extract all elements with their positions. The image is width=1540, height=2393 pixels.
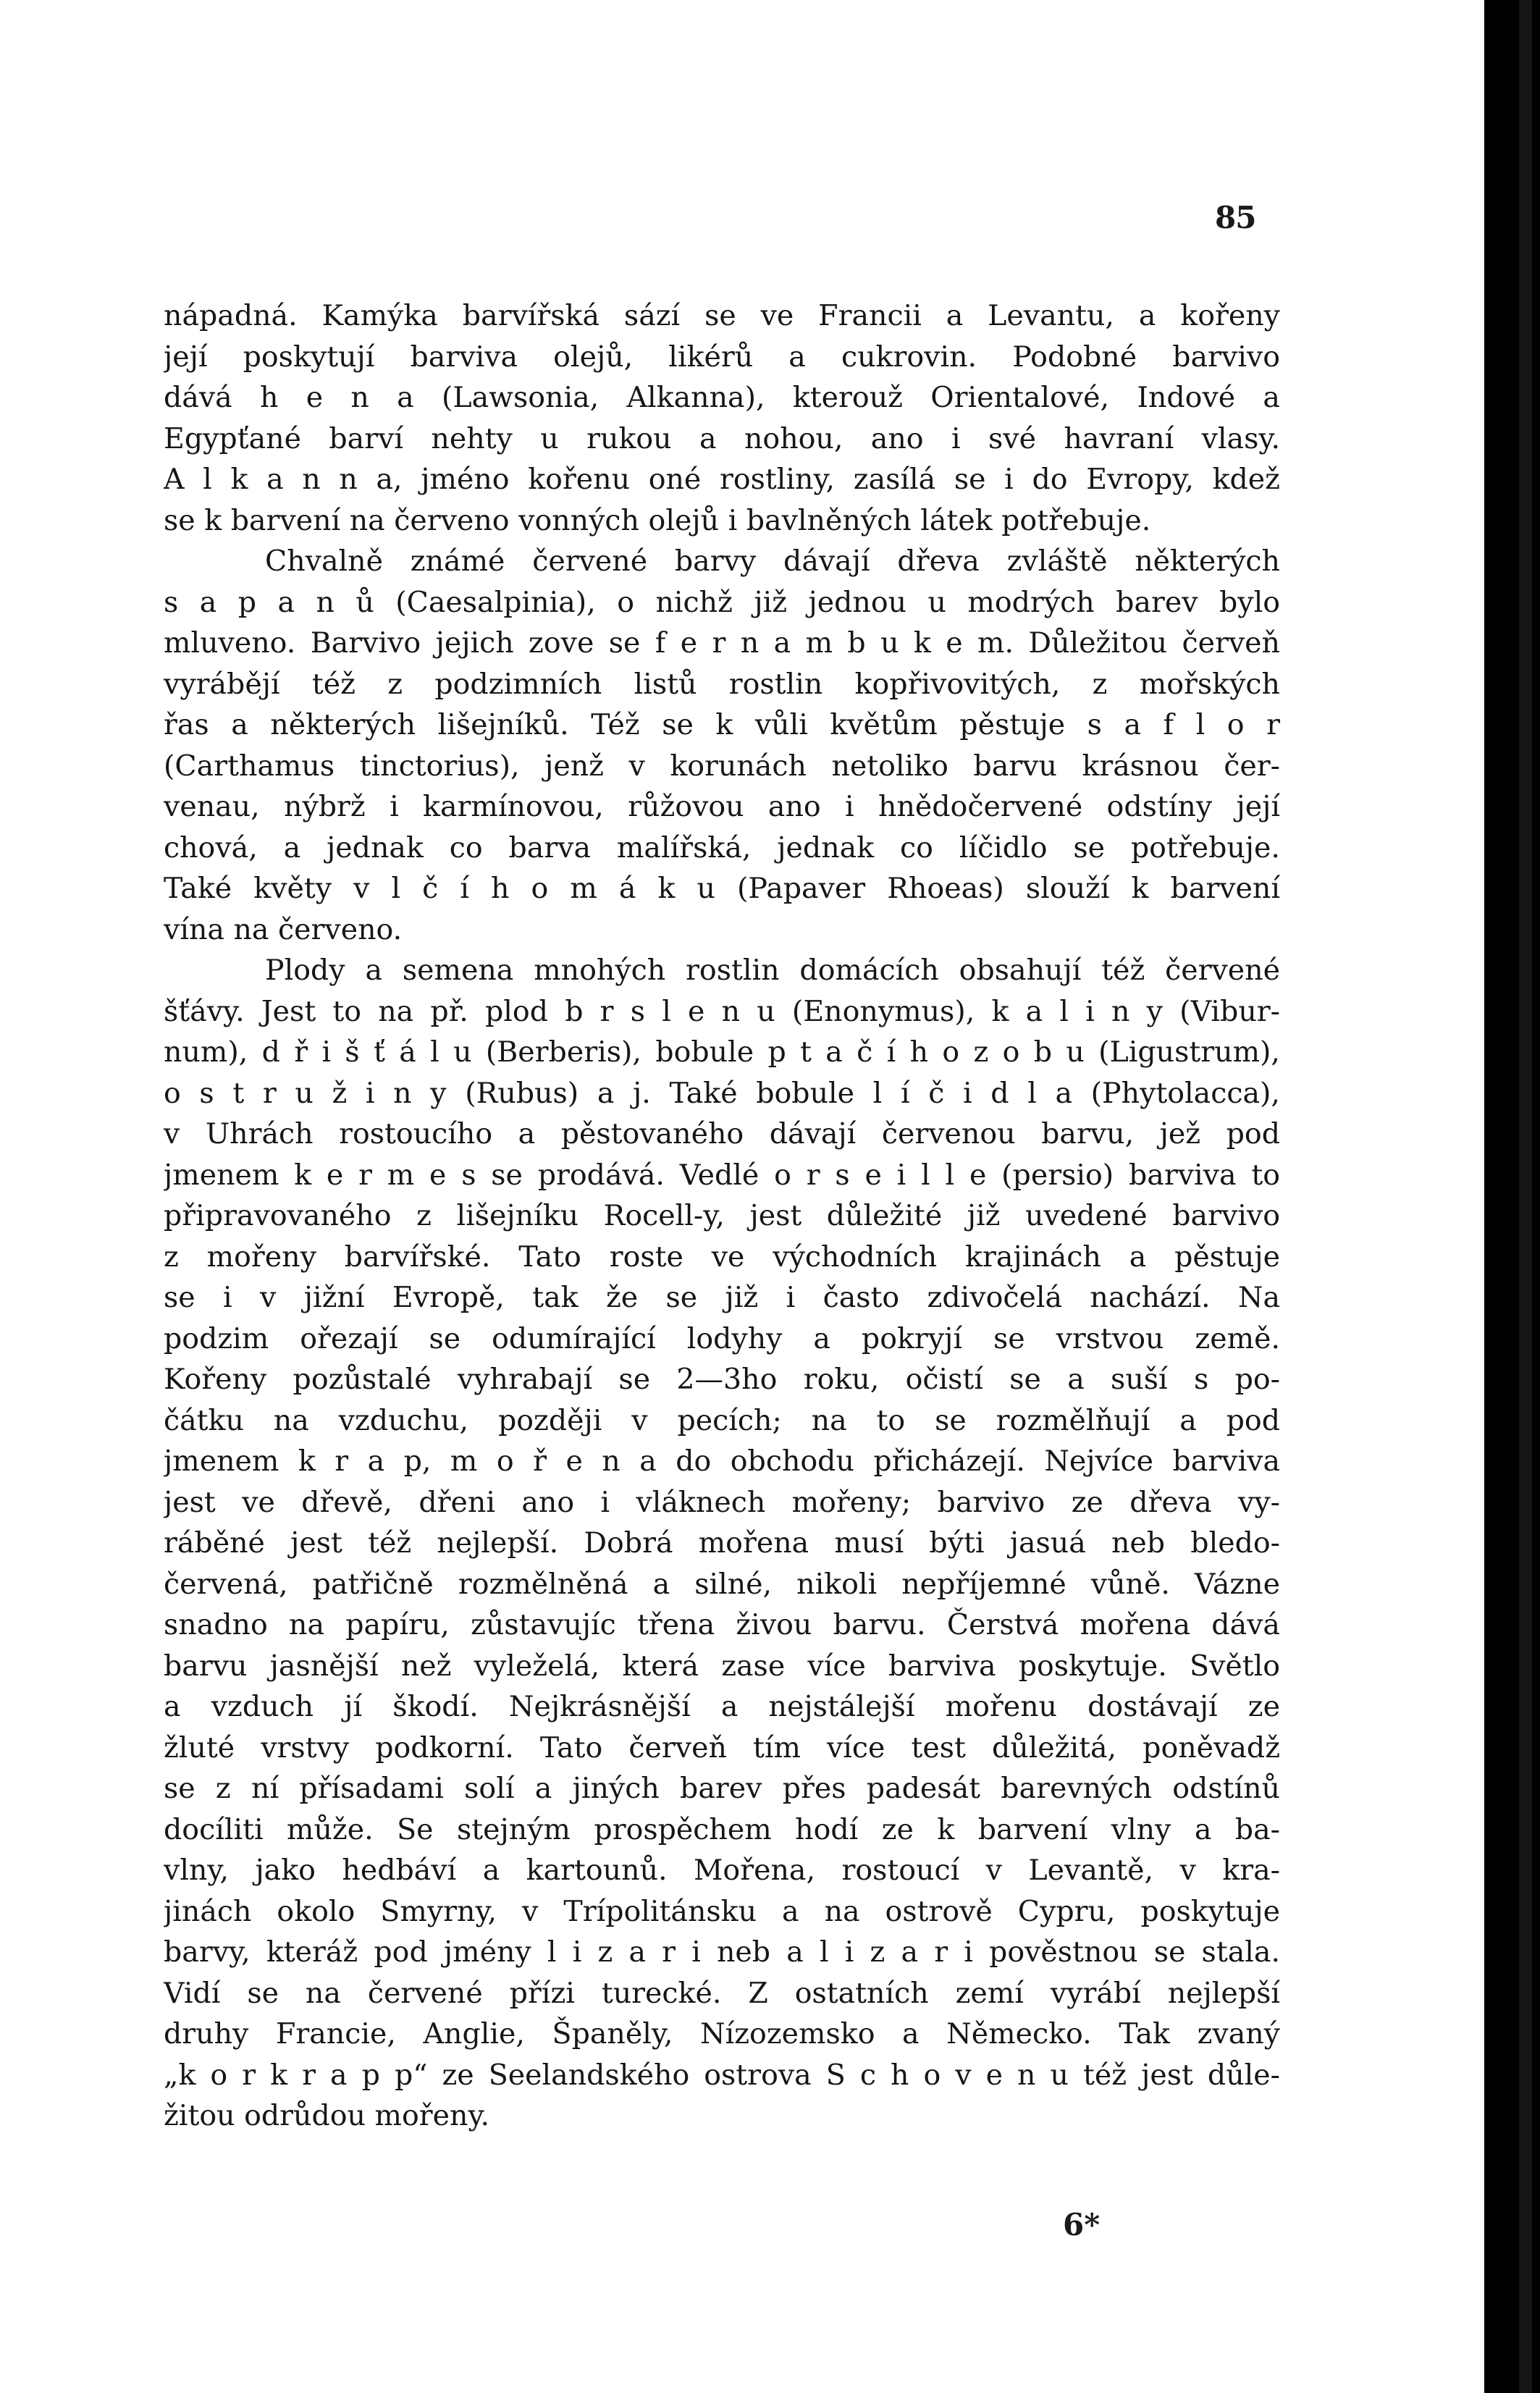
text-line: dává h e n a (Lawsonia, Alkanna), kterouž Orientalové, Indové a	[164, 381, 1280, 414]
text-line: jest ve dřevě, dřeni ano i vláknech mořeny; barvivo ze dřeva vy-	[164, 1485, 1280, 1519]
page-number: 85	[1215, 200, 1256, 235]
text-line: Chvalně známé červené barvy dávají dřeva zvláště některých	[265, 544, 1280, 578]
text-line: její poskytují barviva olejů, likérů a cukrovin. Podobné barvivo	[164, 340, 1280, 374]
paragraph-2	[164, 541, 1280, 950]
text-line: červená, patřičně rozmělněná a silné, nikoli nepříjemné vůně. Vázne	[164, 1567, 1280, 1601]
text-line: šťávy. Jest to na př. plod b r s l e n u (Enonymus), k a l i n y (Vibur-	[164, 994, 1280, 1028]
text-line: Také květy v l č í h o m á k u (Papaver Rhoeas) slouží k barvení	[164, 872, 1280, 905]
text-line: čátku na vzduchu, později v pecích; na to se rozmělňují a pod	[164, 1403, 1280, 1437]
paragraph-3	[164, 950, 1280, 2137]
text-line: připravovaného z lišejníku Rocell-y, jest důležité již uvedené barvivo	[164, 1199, 1280, 1232]
text-line: o s t r u ž i n y (Rubus) a j. Také bobule l í č i d l a (Phytolacca),	[164, 1076, 1280, 1110]
text-line: s a p a n ů (Caesalpinia), o nichž již jednou u modrých barev bylo	[164, 585, 1280, 619]
text-line: z mořeny barvířské. Tato roste ve východních krajinách a pěstuje	[164, 1240, 1280, 1274]
text-line: Vidí se na červené přízi turecké. Z ostatních zemí vyrábí nejlepší	[164, 1976, 1280, 2010]
text-line: Plody a semena mnohých rostlin domácích obsahují též červené	[265, 954, 1280, 987]
text-line: mluveno. Barvivo jejich zove se f e r n a m b u k e m. Důležitou červeň	[164, 626, 1280, 660]
text-line: barvy, kteráž pod jmény l i z a r i neb a l i z a r i pověstnou se stala.	[164, 1935, 1280, 1969]
text-line: venau, nýbrž i karmínovou, růžovou ano i hnědočervené odstíny její	[164, 790, 1280, 823]
text-line: chová, a jednak co barva malířská, jednak co líčidlo se potřebuje.	[164, 830, 1280, 865]
text-line: jmenem k r a p, m o ř e n a do obchodu přicházejí. Nejvíce barviva	[164, 1444, 1280, 1478]
text-line: žitou odrůdou mořeny.	[164, 2099, 490, 2132]
text-line: vlny, jako hedbáví a kartounů. Mořena, rostoucí v Levantě, v kra-	[164, 1854, 1280, 1887]
body-text	[164, 295, 1280, 2137]
text-line: se i v jižní Evropě, tak že se již i často zdivočelá nachází. Na	[164, 1281, 1280, 1314]
text-line: v Uhrách rostoucího a pěstovaného dávají červenou barvu, jež pod	[164, 1117, 1280, 1151]
text-line: docíliti může. Se stejným prospěchem hodí ze k barvení vlny a ba-	[164, 1812, 1280, 1846]
text-line: num), d ř i š ť á l u (Berberis), bobule p t a č í h o z o b u (Ligustrum),	[164, 1035, 1280, 1069]
text-line: (Carthamus tinctorius), jenž v korunách netoliko barvu krásnou čer-	[164, 749, 1280, 783]
text-line: jmenem k e r m e s se prodává. Vedlé o r s e i l l e (persio) barviva to	[164, 1158, 1280, 1192]
text-line: druhy Francie, Anglie, Španěly, Nízozemsko a Německo. Tak zvaný	[164, 2017, 1280, 2051]
text-line: snadno na papíru, zůstavujíc třena živou barvu. Čerstvá mořena dává	[164, 1608, 1280, 1641]
text-line: řas a některých lišejníků. Též se k vůli květům pěstuje s a f l o r	[164, 708, 1280, 741]
text-line: vína na červeno.	[164, 912, 403, 946]
text-line: barvu jasnější než vyleželá, která zase více barviva poskytuje. Světlo	[164, 1649, 1280, 1683]
signature-mark: 6*	[1063, 2207, 1101, 2242]
text-line: se k barvení na červeno vonných olejů i bavlněných látek potřebuje.	[164, 503, 1151, 537]
text-line: a vzduch jí škodí. Nejkrásnější a nejstálejší mořenu dostávají ze	[164, 1690, 1280, 1723]
text-line: vyrábějí též z podzimních listů rostlin kopřivovitých, z mořských	[164, 667, 1280, 701]
scan-border-strip	[1519, 0, 1532, 2393]
text-line: nápadná. Kamýka barvířská sází se ve Francii a Levantu, a kořeny	[164, 299, 1280, 332]
text-line: A l k a n n a, jméno kořenu oné rostliny, zasílá se i do Evropy, kdež	[164, 463, 1280, 496]
paragraph-1	[164, 295, 1280, 541]
text-line: se z ní přísadami solí a jiných barev přes padesát barevných odstínů	[164, 1772, 1280, 1805]
text-line: Egypťané barví nehty u rukou a nohou, ano i své havraní vlasy.	[164, 421, 1280, 455]
text-line: jinách okolo Smyrny, v Trípolitánsku a na ostrově Cypru, poskytuje	[164, 1894, 1280, 1928]
text-line: ráběné jest též nejlepší. Dobrá mořena musí býti jasuá neb bledo-	[164, 1526, 1280, 1560]
text-line: „k o r k r a p p“ ze Seelandského ostrova S c h o v e n u též jest důle-	[164, 2058, 1280, 2092]
text-line: Kořeny pozůstalé vyhrabají se 2—3ho roku, očistí se a suší s po-	[164, 1363, 1280, 1396]
text-line: podzim ořezají se odumírající lodyhy a pokryjí se vrstvou země.	[164, 1321, 1280, 1355]
text-line: žluté vrstvy podkorní. Tato červeň tím více test důležitá, poněvadž	[164, 1730, 1280, 1765]
